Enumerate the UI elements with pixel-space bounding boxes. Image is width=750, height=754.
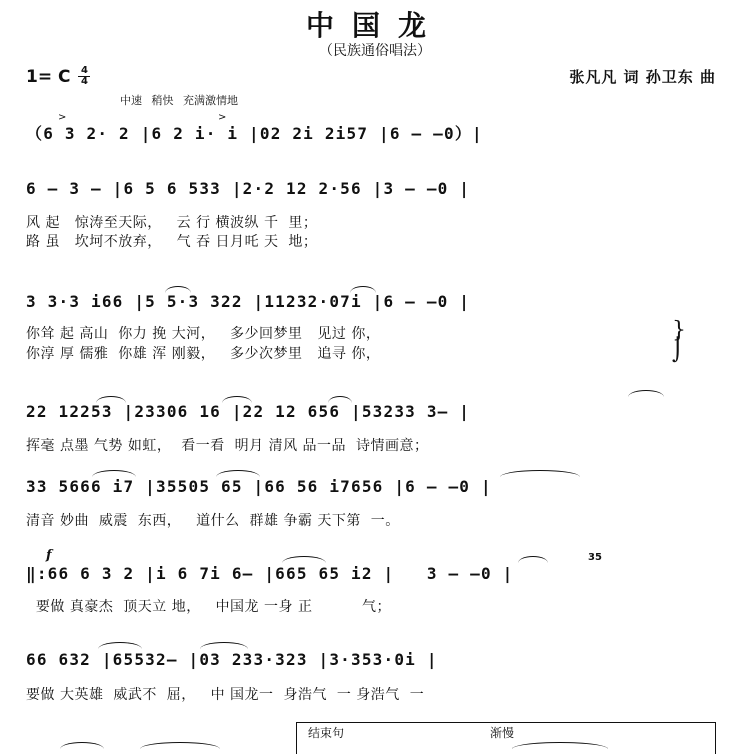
lyric-line-2a: 风 起 惊涛至天际， 云 行 横波纵 千 里； [26, 215, 318, 231]
slur-mark [512, 742, 608, 749]
lyric-line-4: 挥毫 点墨 气势 如虹， 看一看 明月 清风 品一品 诗情画意； [26, 438, 429, 454]
lyric-line-7: 要做 大英雄 威武不 屈， 中 国龙一 身浩气 一 身浩气 一 [26, 687, 425, 703]
notation-line-3: 3 3·3 i66 |5 5·3 322 |11232·07i |6 — —0 | [26, 292, 471, 311]
notation-line-1: （6 3 2· 2 |6 2 i· i |02 2i 2i57 |6 — —0）| [26, 124, 483, 143]
notation-line-2: 6 — 3 — |6 5 6 533 |2·2 12 2·56 |3 — —0 | [26, 179, 471, 198]
lyric-line-5: 清音 妙曲 威震 东西， 道什么 群雄 争霸 天下第 一。 [26, 513, 400, 529]
notation-line-6: ‖:66 6 3 2 |i 6 7i 6— |665 65 i2 | 3 — —0 | [26, 564, 514, 583]
time-signature [78, 66, 90, 87]
notation-line-7: 66 632 |65532— |03 233·323 |3·353·0i | [26, 650, 438, 669]
song-subtitle: （民族通俗唱法） [319, 43, 431, 59]
credits: 张凡凡 词 孙卫东 曲 [569, 68, 716, 86]
accent-mark: > [58, 112, 67, 123]
lyric-line-6: 要做 真豪杰 顶天立 地， 中国龙 一身 正 气； [26, 599, 391, 615]
time-signature-top: 4 [80, 65, 88, 76]
accent-mark: > [218, 112, 227, 123]
ending-label: 结束句 [308, 726, 345, 740]
lyric-line-2b: 路 虽 坎坷不放弃， 气 吞 日月吒 天 地； [26, 234, 318, 250]
lyric-line-3a: 你耸 起 高山 你力 挽 大河， 多少回梦里 见过 你， [26, 326, 381, 342]
notation-line-5: 33 5666 i7 |35505 65 |66 56 i7656 |6 — —0 | [26, 477, 492, 496]
grace-note: 35 [588, 552, 602, 563]
time-signature-bottom: 4 [80, 76, 88, 87]
lyric-line-3b: 你淳 厚 儒雅 你雄 浑 刚毅， 多少次梦里 追寻 你， [26, 346, 381, 362]
slur-mark [60, 742, 104, 749]
tempo-marking: 中速 稍快 充满激情地 [120, 94, 238, 107]
dynamic-forte: f [46, 548, 52, 563]
ending-tempo: 渐慢 [490, 726, 515, 740]
song-title: 中国龙 [305, 9, 444, 42]
key-label: 1= C [26, 66, 71, 87]
slur-mark [628, 390, 664, 397]
brace-close: ⌡ [672, 338, 684, 363]
slur-mark [140, 742, 220, 749]
key-signature [26, 66, 90, 87]
brace-open: } [672, 318, 686, 343]
notation-line-4: 22 12253 |23306 16 |22 12 656 |53233 3— | [26, 402, 471, 421]
